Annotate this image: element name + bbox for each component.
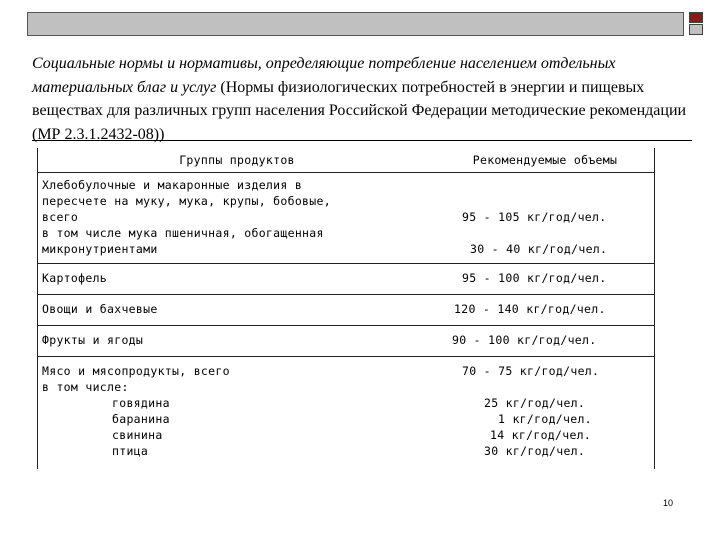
header-product-groups: Группы продуктов	[179, 153, 295, 167]
meat-line-2: в том числе:	[42, 380, 129, 394]
bread-line-1: Хлебобулочные и макаронные изделия в	[42, 178, 303, 192]
table-row	[38, 326, 654, 357]
bread-line-2: пересчете на муку, мука, крупы, бобовые,	[42, 194, 331, 208]
meat-pork: свинина	[112, 428, 163, 442]
bread-value-total: 95 - 105 кг/год/чел.	[462, 210, 607, 224]
norms-table	[37, 148, 655, 469]
bread-line-3: всего	[42, 210, 79, 224]
bread-line-5: микронутриентами	[42, 242, 158, 256]
fruit-value: 90 - 100 кг/год/чел.	[452, 333, 597, 347]
table-row	[38, 357, 654, 469]
table-header-row	[38, 148, 654, 173]
fruit-name: Фрукты и ягоды	[42, 333, 144, 347]
meat-line-1: Мясо и мясопродукты, всего	[42, 364, 230, 378]
veg-value: 120 - 140 кг/год/чел.	[454, 302, 606, 316]
pork-value: 14 кг/год/чел.	[490, 428, 592, 442]
title-bar	[27, 12, 684, 36]
poultry-value: 30 кг/год/чел.	[484, 444, 586, 458]
meat-mutton: баранина	[112, 412, 170, 426]
mutton-value: 1 кг/год/чел.	[498, 412, 592, 426]
heading-rule	[32, 140, 692, 141]
corner-square-dark	[689, 12, 703, 23]
corner-square-light	[689, 24, 703, 35]
bread-line-4: в том числе мука пшеничная, обогащенная	[42, 226, 324, 240]
meat-poultry: птица	[112, 444, 149, 458]
beef-value: 25 кг/год/чел.	[484, 396, 586, 410]
potato-name: Картофель	[42, 271, 108, 285]
table-row	[38, 295, 654, 326]
page-number: 10	[663, 498, 674, 508]
heading-italic: Социальные нормы и нормативы, определяющие потребление населением отдельных материальных благ и услуг	[32, 55, 616, 96]
veg-name: Овощи и бахчевые	[42, 302, 158, 316]
heading-regular: (Нормы физиологических потребностей в энергии и пищевых веществах для различных групп населения Российской Федерации методические рекомендации (МР 2.3.1.2432-08))	[32, 78, 687, 143]
table-row	[38, 264, 654, 295]
bread-value-wheat: 30 - 40 кг/год/чел.	[470, 242, 608, 256]
potato-value: 95 - 100 кг/год/чел.	[462, 271, 607, 285]
table-row	[38, 173, 654, 264]
meat-beef: говядина	[112, 396, 170, 410]
slide-heading	[32, 52, 694, 146]
meat-value-total: 70 - 75 кг/год/чел.	[462, 364, 600, 378]
header-recommended-volumes: Рекомендуемые объемы	[472, 153, 618, 167]
